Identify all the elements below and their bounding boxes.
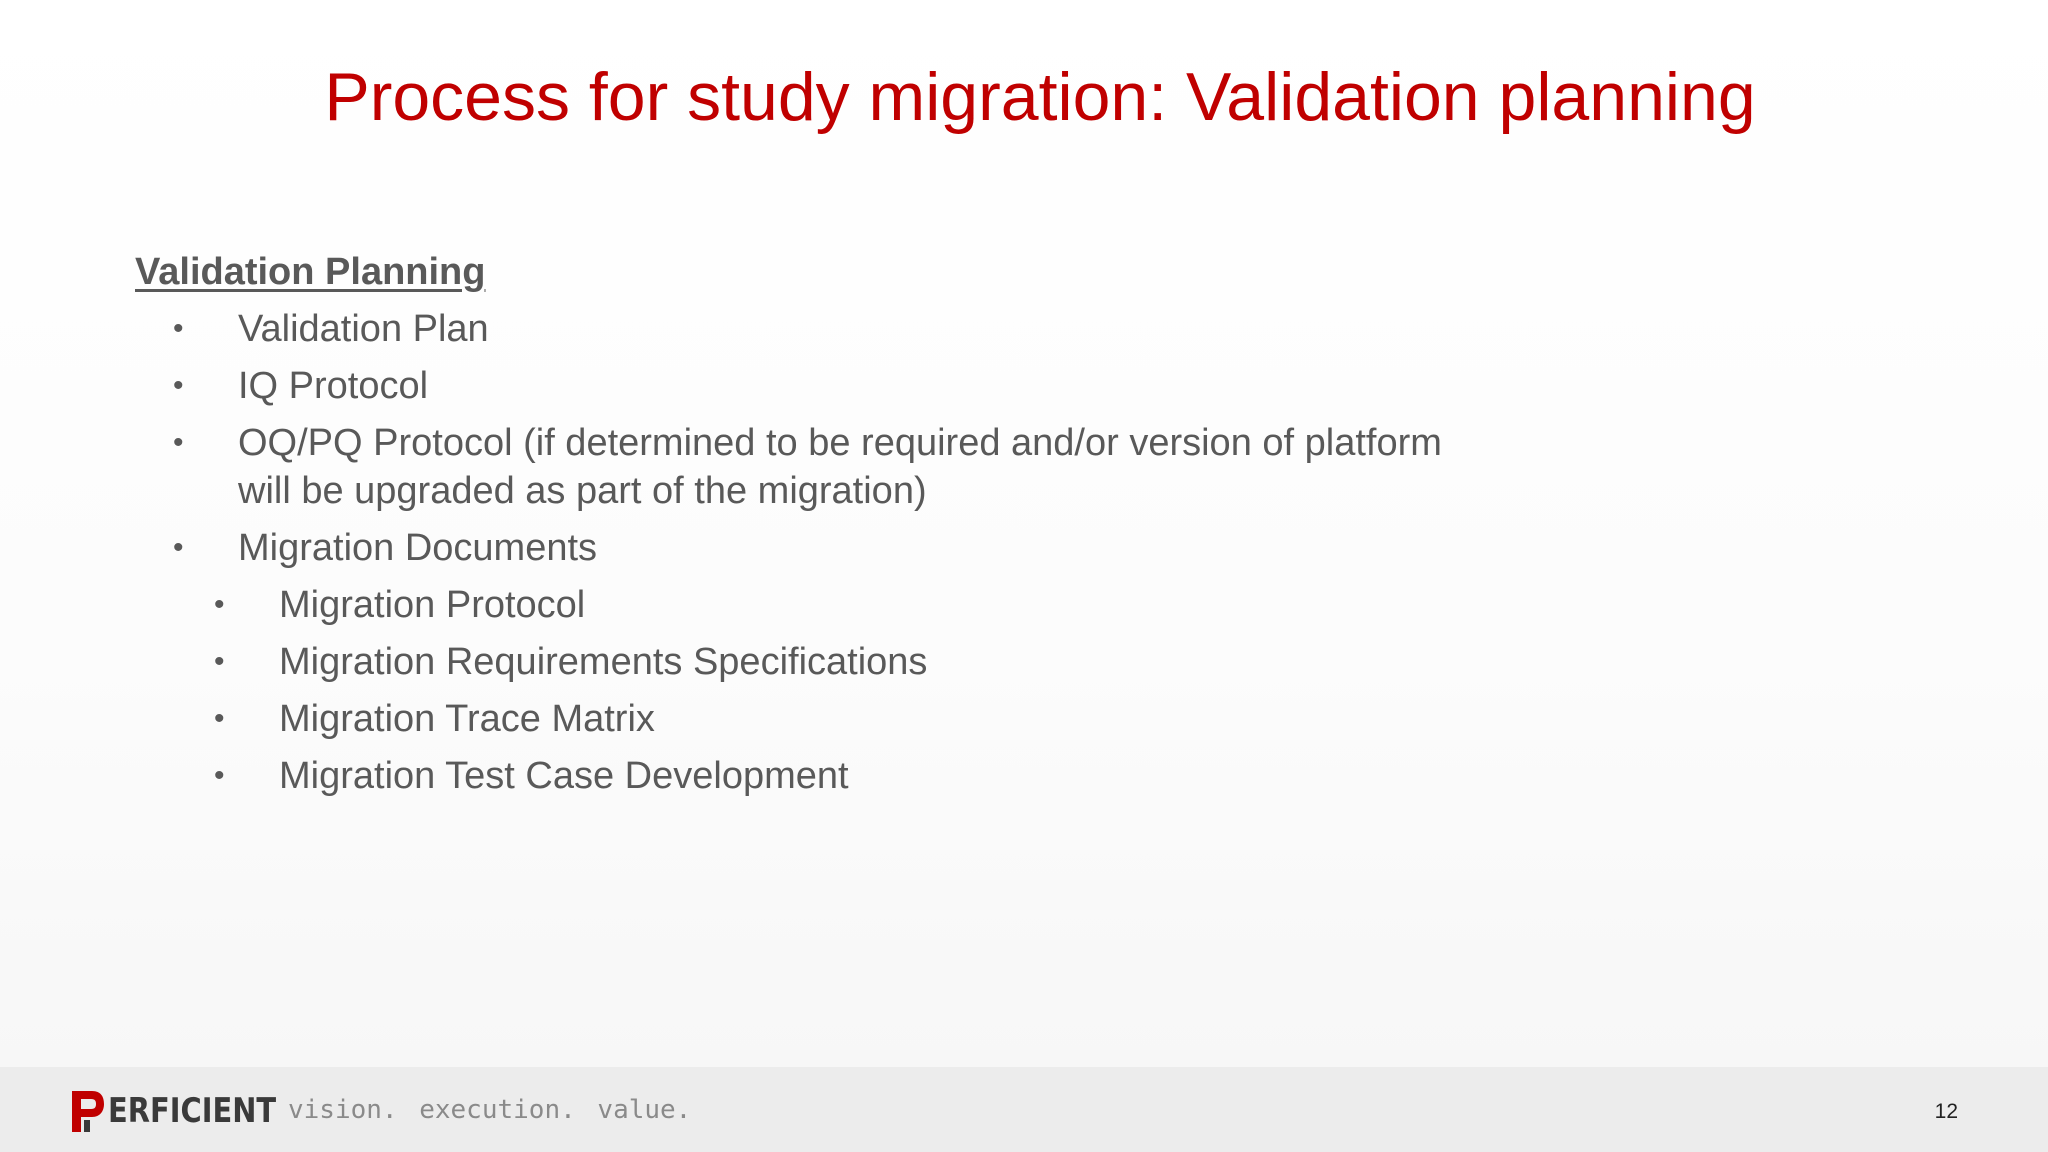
sub-bullet-item — [135, 638, 1435, 686]
bullet-text: Migration Trace Matrix — [279, 698, 655, 740]
bullet-text: Migration Documents — [238, 527, 598, 569]
section-heading: Validation Planning — [135, 251, 486, 293]
bullet-text: Validation Plan — [238, 308, 489, 350]
sub-bullet-item — [135, 581, 1435, 629]
bullet-text: Migration Test Case Development — [279, 755, 849, 797]
sub-bullet-item — [135, 695, 1435, 743]
bullet-text: Migration Protocol — [279, 584, 586, 626]
footer-tagline: vision. execution. value. — [288, 1095, 692, 1125]
bullet-item — [135, 305, 1435, 353]
bullet-glyph: • — [214, 702, 225, 735]
bullet-text: Migration Requirements Specifications — [279, 641, 928, 683]
logo-wordmark: ERFICIENT — [108, 1091, 277, 1131]
bullet-glyph: • — [214, 588, 225, 621]
bullet-item — [135, 419, 1478, 515]
bullet-glyph: • — [173, 369, 184, 402]
bullet-text: IQ Protocol — [238, 365, 429, 407]
perficient-logo-icon — [68, 1089, 106, 1133]
bullet-glyph: • — [214, 759, 225, 792]
slide-title: Process for study migration: Validation planning — [324, 59, 1756, 135]
bullet-text: OQ/PQ Protocol (if determined to be required and/or version of platform will be upgraded as part of the migration) — [238, 422, 1442, 512]
bullet-glyph: • — [173, 312, 184, 345]
slide-content — [135, 248, 1442, 809]
bullet-item — [135, 524, 1435, 572]
bullet-glyph: • — [214, 645, 225, 678]
bullet-glyph: • — [173, 531, 184, 564]
bullet-list — [135, 305, 1442, 800]
sub-bullet-item — [135, 752, 1435, 800]
bullet-glyph: • — [173, 426, 184, 459]
slide-footer — [0, 1067, 2048, 1152]
perficient-logo — [68, 1087, 306, 1135]
page-number: 12 — [1934, 1100, 1958, 1123]
bullet-item — [135, 362, 1435, 410]
